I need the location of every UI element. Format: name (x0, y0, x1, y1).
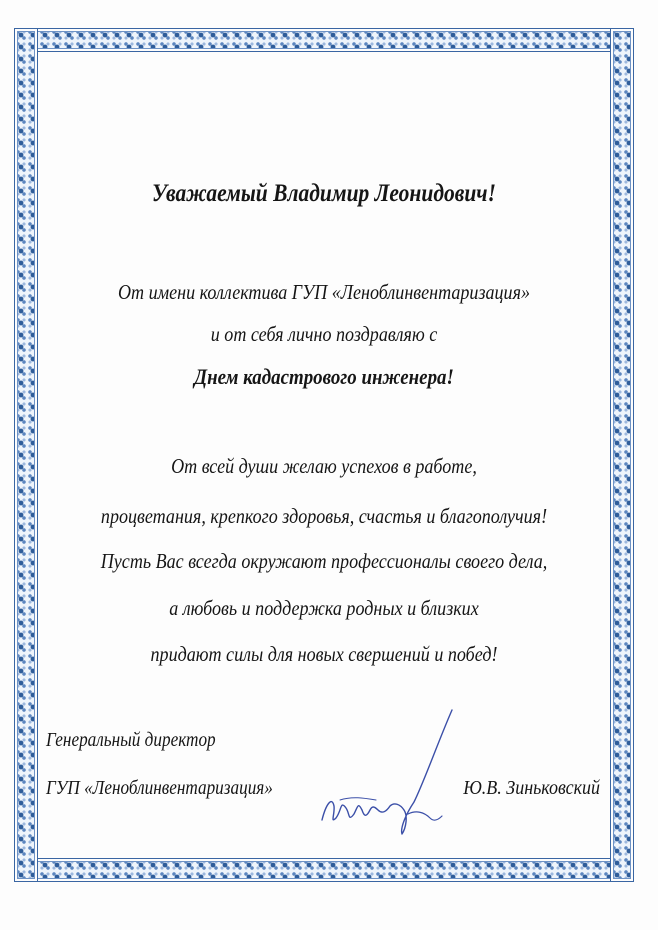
paragraph-line: От имени коллектива ГУП «Леноблинвентаризация» (117, 280, 531, 304)
ornamental-border-right (610, 28, 634, 882)
handwritten-signature (312, 702, 462, 842)
ornamental-border-bottom (14, 858, 634, 882)
signatory-organization: ГУП «Леноблинвентаризация» (46, 777, 273, 799)
wishes-line: а любовь и поддержка родных и близких (169, 596, 479, 620)
wishes-line: От всей души желаю успехов в работе, (171, 454, 477, 478)
signatory-position: Генеральный директор (46, 729, 216, 751)
wishes-line: придают силы для новых свершений и побед! (150, 642, 498, 666)
wishes-line: процветания, крепкого здоровья, счастья и благополучия! (100, 504, 548, 528)
wishes-line: Пусть Вас всегда окружают профессионалы своего дела, (100, 549, 548, 573)
ornamental-border-left (14, 28, 38, 882)
ornamental-border-top (14, 28, 634, 52)
occasion-line: Днем кадастрового инженера! (194, 364, 454, 389)
greeting-heading: Уважаемый Владимир Леонидович! (152, 180, 496, 207)
letter-body (40, 52, 608, 856)
paragraph-line: и от себя лично поздравляю с (210, 322, 438, 346)
signatory-name: Ю.В. Зиньковский (463, 777, 600, 799)
